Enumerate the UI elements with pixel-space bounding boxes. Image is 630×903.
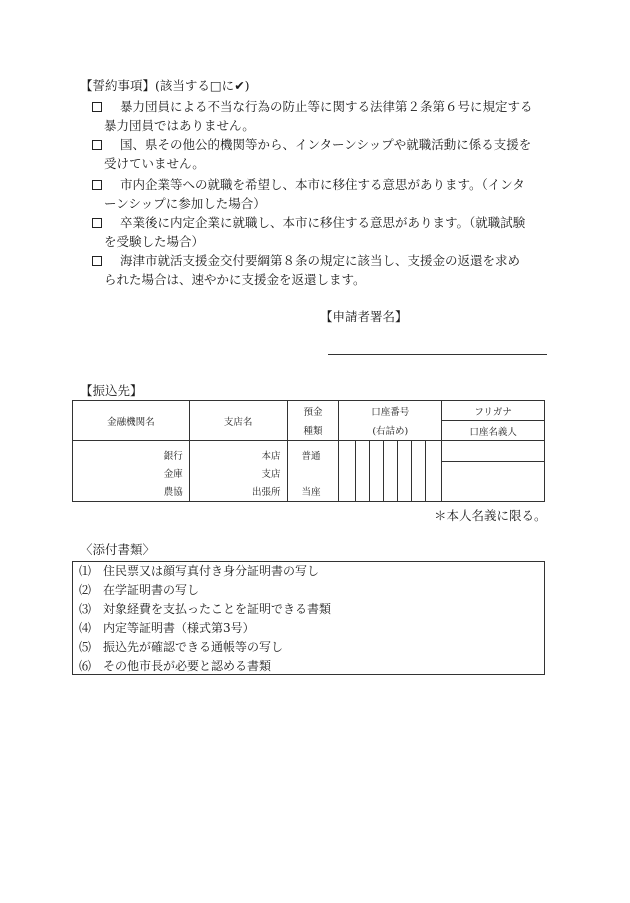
pledge-checkbox-4[interactable]	[92, 218, 102, 228]
header-deposit-type-2: 種類	[287, 421, 339, 441]
account-digit-cell[interactable]	[412, 441, 426, 502]
header-furigana: フリガナ	[442, 401, 545, 421]
bank-account-table	[72, 400, 545, 502]
holder-cell[interactable]	[442, 441, 545, 502]
header-branch: 支店名	[189, 401, 287, 441]
pledge-item-text-cont: 受けていません。	[104, 156, 205, 171]
attachments-heading: 〈添付書類〉	[80, 542, 156, 557]
pledge-item	[92, 97, 562, 135]
pledge-checkbox-3[interactable]	[92, 180, 102, 190]
pledge-item-text: 海津市就活支援金交付要綱第８条の規定に該当し、支援金の返還を求め	[120, 253, 521, 268]
pledge-checkbox-1[interactable]	[92, 102, 102, 112]
account-digit-cell[interactable]	[356, 441, 370, 502]
list-item: ⑵ 在学証明書の写し	[79, 583, 200, 597]
list-item: ⑹ その他市長が必要と認める書類	[79, 659, 272, 673]
branch-type-office: 出張所	[252, 487, 281, 498]
pledge-item	[92, 135, 562, 173]
signature-line[interactable]	[328, 354, 547, 355]
institution-type-credit: 金庫	[163, 469, 183, 480]
branch-type-main: 本店	[261, 451, 281, 462]
header-account-number-2: (右詰め)	[339, 421, 442, 441]
list-item: ⑴ 住民票又は顔写真付き身分証明書の写し	[79, 564, 320, 578]
attachments-box	[72, 561, 545, 675]
list-item: ⑶ 対象経費を支払ったことを証明できる書類	[79, 602, 332, 616]
pledge-item-text-cont: を受験した場合）	[104, 234, 205, 249]
deposit-type-current: 当座	[301, 487, 321, 498]
account-digit-cell[interactable]	[398, 441, 412, 502]
list-item: ⑸ 振込先が確認できる通帳等の写し	[79, 640, 284, 654]
account-digit-cell[interactable]	[384, 441, 398, 502]
pledge-item-text: 国、県その他公的機関等から、インターンシップや就職活動に係る支援を	[120, 137, 532, 152]
pledge-item	[92, 213, 562, 251]
account-digit-cell[interactable]	[370, 441, 384, 502]
institution-type-agri: 農協	[163, 487, 183, 498]
bank-heading: 【振込先】	[80, 383, 143, 398]
furigana-input[interactable]	[442, 441, 544, 462]
pledge-item-text-cont: ーンシップに参加した場合）	[104, 196, 266, 211]
list-item: ⑷ 内定等証明書（様式第3号）	[79, 621, 255, 635]
header-account-number: 口座番号	[339, 401, 442, 421]
branch-type-branch: 支店	[261, 469, 281, 480]
header-deposit-type: 預金	[287, 401, 339, 421]
pledge-heading: 【誓約事項】(該当する□に✔)	[80, 78, 250, 93]
pledge-item-text: 市内企業等への就職を希望し、本市に移住する意思があります。（インタ	[120, 177, 525, 192]
account-digit-cell[interactable]	[426, 441, 442, 502]
account-digit-cell[interactable]	[339, 441, 356, 502]
pledge-checkbox-2[interactable]	[92, 140, 102, 150]
pledge-item-text-cont: られた場合は、速やかに支援金を返還します。	[104, 272, 366, 287]
pledge-item	[92, 175, 562, 213]
deposit-type-cell[interactable]	[287, 441, 339, 502]
institution-cell[interactable]	[73, 441, 190, 502]
header-institution: 金融機関名	[73, 401, 190, 441]
pledge-item-text: 暴力団員による不当な行為の防止等に関する法律第２条第６号に規定する	[120, 99, 533, 114]
deposit-type-ordinary: 普通	[301, 451, 321, 462]
pledge-item-text-cont: 暴力団員ではありません。	[104, 118, 255, 133]
institution-type-bank: 銀行	[163, 451, 183, 462]
pledge-item-text: 卒業後に内定企業に就職し、本市に移住する意思があります。（就職試験	[120, 215, 526, 230]
branch-cell[interactable]	[189, 441, 287, 502]
pledge-checkbox-5[interactable]	[92, 256, 102, 266]
bank-note: ＊本人名義に限る。	[434, 508, 547, 523]
pledge-item	[92, 251, 562, 289]
signature-label: 【申請者署名】	[320, 309, 408, 324]
header-account-holder: 口座名義人	[442, 421, 545, 441]
